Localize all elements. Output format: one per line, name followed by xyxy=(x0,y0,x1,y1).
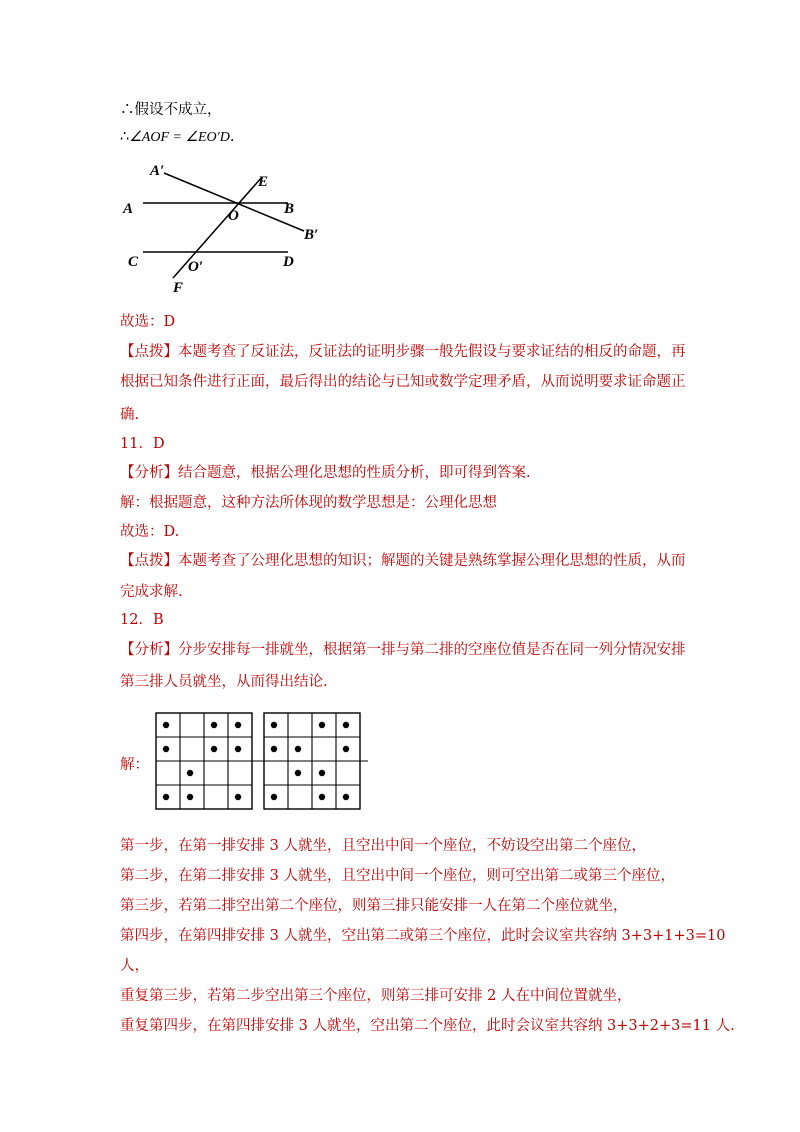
period: . xyxy=(229,129,235,145)
label-O-prime: O′ xyxy=(188,259,204,275)
occupied-seat-dot xyxy=(343,746,349,752)
line-repeat-step-3: 重复第三步，若第二步空出第三个座位，则第三排可安排 2 人在中间位置就坐， xyxy=(120,988,632,1004)
line-solution-12-label: 解： xyxy=(120,757,149,773)
geometry-figure xyxy=(118,160,328,298)
occupied-seat-dot xyxy=(343,722,349,728)
label-A: A xyxy=(123,201,134,217)
label-F: F xyxy=(173,280,184,296)
line-step-2: 第二步，在第二排安排 3 人就坐，且空出中间一个座位，则可空出第二或第三个座位， xyxy=(120,868,675,884)
occupied-seat-dot xyxy=(211,722,217,728)
line-comment-10-a: 【点拨】本题考查了反证法，反证法的证明步骤一般先假设与要求证结的相反的命题，再 xyxy=(120,344,686,360)
label-D: D xyxy=(283,254,294,270)
occupied-seat-dot xyxy=(319,770,325,776)
label-O: O xyxy=(228,208,239,224)
occupied-seat-dot xyxy=(211,746,217,752)
line-solution-11: 解：根据题意，这种方法所体现的数学思想是：公理化思想 xyxy=(120,495,497,511)
occupied-seat-dot xyxy=(187,770,193,776)
label-B: B xyxy=(284,201,295,217)
occupied-seat-dot xyxy=(295,770,301,776)
occupied-seat-dot xyxy=(319,722,325,728)
label-E: E xyxy=(258,174,269,190)
line-comment-11-a: 【点拨】本题考查了公理化思想的知识；解题的关键是熟练掌握公理化思想的性质，从而 xyxy=(120,553,686,569)
seat-grid-right xyxy=(258,713,368,809)
line-question-11: 11．D xyxy=(120,436,165,452)
line-step-3: 第三步，若第二排空出第二个座位，则第三排只能安排一人在第二个座位就坐， xyxy=(120,898,628,914)
line-step-4-b: 人， xyxy=(120,958,149,974)
seat-grids xyxy=(150,708,375,818)
line-conclusion-assumption: ∴假设不成立， xyxy=(120,102,222,118)
line-step-4-a: 第四步，在第四排安排 3 人就坐，空出第二或第三个座位，此时会议室共容纳 3+3+1+3=10 xyxy=(120,928,726,944)
occupied-seat-dot xyxy=(163,794,169,800)
occupied-seat-dot xyxy=(235,794,241,800)
angle-equation: ∠AOF = ∠EO′D xyxy=(129,130,230,145)
line-comment-11-b: 完成求解. xyxy=(120,584,183,600)
label-A-prime: A′ xyxy=(150,163,165,179)
occupied-seat-dot xyxy=(295,746,301,752)
occupied-seat-dot xyxy=(187,794,193,800)
line-analysis-12-b: 第三排人员就坐，从而得出结论. xyxy=(120,674,328,690)
occupied-seat-dot xyxy=(163,746,169,752)
line-analysis-12-a: 【分析】分步安排每一排就坐，根据第一排与第二排的空座位值是否在同一列分情况安排 xyxy=(120,642,686,658)
occupied-seat-dot xyxy=(235,722,241,728)
line-answer-10: 故选：D xyxy=(120,314,176,330)
line-comment-10-c: 确. xyxy=(120,407,140,423)
line-answer-11: 故选：D. xyxy=(120,524,180,540)
occupied-seat-dot xyxy=(271,722,277,728)
occupied-seat-dot xyxy=(163,722,169,728)
occupied-seat-dot xyxy=(271,746,277,752)
occupied-seat-dot xyxy=(235,746,241,752)
line-EF xyxy=(173,177,262,278)
seat-grid-left xyxy=(156,713,260,809)
line-analysis-11: 【分析】结合题意，根据公理化思想的性质分析，即可得到答案. xyxy=(120,465,531,481)
line-comment-10-b: 根据已知条件进行正面，最后得出的结论与已知或数学定理矛盾，从而说明要求证命题正 xyxy=(120,374,686,390)
line-conclusion-angle xyxy=(120,127,234,148)
line-question-12: 12．B xyxy=(120,612,164,628)
occupied-seat-dot xyxy=(271,794,277,800)
line-repeat-step-4: 重复第四步，在第四排安排 3 人就坐，空出第二个座位，此时会议室共容纳 3+3+2+3=11 人. xyxy=(120,1018,735,1034)
line-step-1: 第一步，在第一排安排 3 人就坐，且空出中间一个座位，不妨设空出第二个座位， xyxy=(120,838,646,854)
occupied-seat-dot xyxy=(343,794,349,800)
therefore-symbol: ∴ xyxy=(120,129,130,145)
occupied-seat-dot xyxy=(319,794,325,800)
label-C: C xyxy=(128,254,139,270)
label-B-prime: B′ xyxy=(304,227,319,243)
